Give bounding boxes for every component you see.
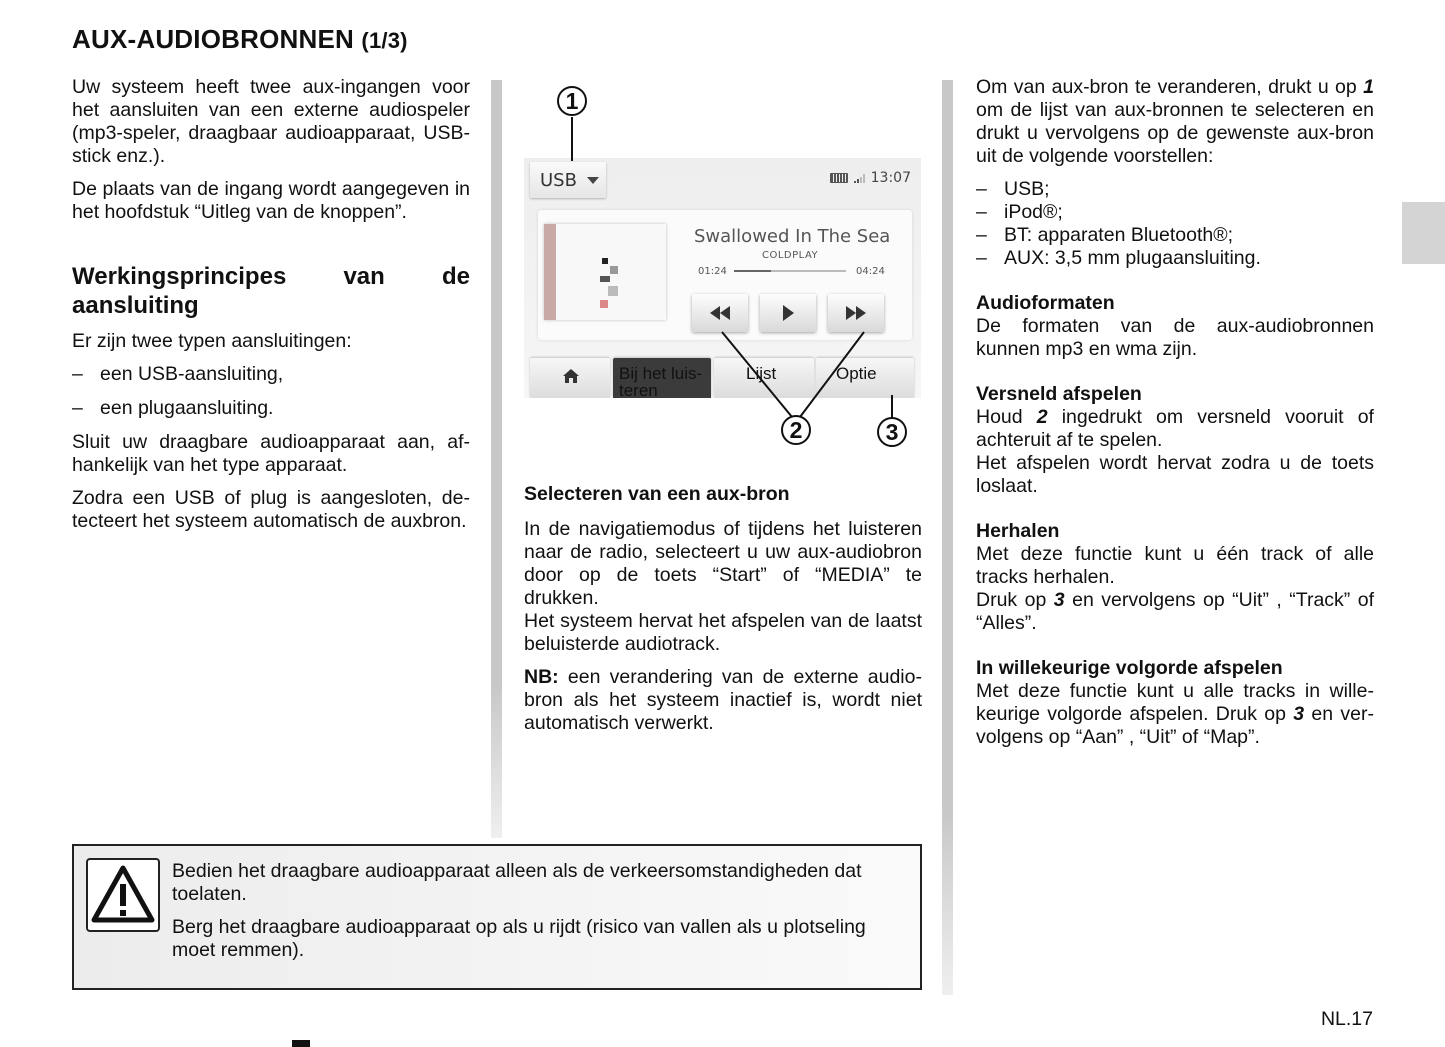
clock: 13:07 — [870, 170, 911, 186]
warning-icon-frame — [86, 858, 160, 932]
column-3 — [976, 76, 1374, 749]
source-ipod: iPod®; — [1004, 201, 1063, 223]
warning-text — [172, 860, 908, 972]
callout-2: 2 — [781, 415, 811, 445]
formats-text: De formaten van de aux-audiobronnen kunnen mp3 en wma zijn. — [976, 315, 1374, 360]
repeat-text-b: en vervolgens op “Uit” , “Track” of “Alles”. — [976, 589, 1375, 634]
outro-paragraph-2: Zodra een USB of plug is aangesloten, detecteert het systeem automatisch de auxbron. — [72, 487, 470, 532]
shuffle-heading: In willekeurige volgorde afspelen — [976, 657, 1283, 679]
list-item: – AUX: 3,5 mm plugaansluiting. — [976, 247, 1261, 269]
type-plug: een plugaansluiting. — [100, 397, 274, 419]
warning-paragraph-1: Bedien het draagbare audioapparaat alleen als de verkeersomstandigheden dat toelaten. — [172, 860, 862, 905]
outro-paragraph-1: Sluit uw draagbare audioapparaat aan, afhankelijk van het type apparaat. — [72, 431, 470, 476]
source-aux: AUX: 3,5 mm plugaansluiting. — [1004, 247, 1261, 269]
crop-mark — [292, 1040, 310, 1047]
resume-paragraph: Het systeem hervat het afspelen van de laatst beluisterde audiotrack. — [524, 610, 922, 655]
nb-label: NB: — [524, 666, 559, 688]
select-source-heading: Selecteren van een aux-bron — [524, 483, 790, 505]
shuffle-text-b: en vervolgens op “Aan” , “Uit” of “Map”. — [976, 703, 1374, 748]
repeat-text-a: Druk op — [976, 589, 1054, 611]
shuffle-text-a: Met deze functie kunt u alle tracks in willekeurige volgorde afspelen. Druk op — [976, 680, 1374, 725]
page-number: NL.17 — [1320, 1008, 1373, 1030]
intro-paragraph-1: Uw systeem heeft twee aux-ingangen voor het aansluiten van een externe audiospeler (mp3-speler, draagbaar audioapparaat, USB-stick enz.). — [72, 76, 470, 167]
list-item: – iPod®; — [976, 201, 1063, 223]
fast-play-text — [976, 406, 1374, 452]
column-2 — [524, 483, 922, 745]
tab-now-playing[interactable]: Bij het luis-teren — [613, 358, 711, 398]
fast-play-heading: Versneld afspelen — [976, 383, 1142, 405]
source-bt: BT: apparaten Bluetooth®; — [1004, 224, 1234, 246]
formats-heading: Audioformaten — [976, 292, 1115, 314]
fast-play-text-b: ingedrukt om versneld vooruit of achteruit af te spelen. — [976, 406, 1374, 451]
time-current: 01:24 — [698, 266, 727, 277]
nb-paragraph — [524, 666, 922, 735]
change-source-text-b: om de lijst van aux-bronnen te selecteren en drukt u vervolgens op de gewenste aux-bron uit de volgende voorstellen: — [976, 99, 1374, 167]
page-title-suffix: (1/3) — [361, 28, 408, 53]
warning-triangle-icon — [88, 860, 158, 930]
intro-paragraph-2: De plaats van de ingang wordt aangegeven in het hoofdstuk “Uitleg van de knoppen”. — [72, 178, 470, 223]
time-total: 04:24 — [856, 266, 885, 277]
callout-1: 1 — [557, 86, 587, 116]
change-source-paragraph — [976, 76, 1374, 168]
ref-2: 2 — [1036, 406, 1048, 428]
callout-3: 3 — [877, 417, 907, 447]
repeat-heading: Herhalen — [976, 520, 1060, 542]
list-item: – een USB-aansluiting, — [72, 363, 284, 385]
tab-list[interactable]: Lijst — [714, 358, 814, 398]
song-title: Swallowed In The Sea — [694, 226, 891, 247]
tab-option[interactable]: Optie — [816, 358, 914, 398]
artist-name: COLDPLAY — [762, 250, 819, 261]
source-label: USB — [540, 169, 577, 191]
ref-3: 3 — [1053, 589, 1065, 611]
ref-3-shuffle: 3 — [1293, 703, 1305, 725]
repeat-text: Met deze functie kunt u één track of alle tracks herhalen. — [976, 543, 1374, 588]
type-usb: een USB-aansluiting, — [100, 363, 284, 385]
section-title-connection: Werkingsprincipes van de aansluiting — [72, 263, 470, 319]
fast-play-text-a: Houd — [976, 406, 1037, 428]
change-source-text-a: Om van aux-bron te veranderen, drukt u op — [976, 76, 1364, 98]
list-item: – BT: apparaten Bluetooth®; — [976, 224, 1234, 246]
types-intro: Er zijn twee typen aansluitingen: — [72, 330, 352, 352]
ref-1: 1 — [1363, 76, 1374, 98]
shuffle-text — [976, 680, 1374, 749]
page-title-main: AUX-AUDIOBRONNEN — [72, 24, 354, 54]
warning-box — [72, 844, 922, 990]
list-item: – USB; — [976, 178, 1050, 200]
fast-play-resume: Het afspelen wordt hervat zodra u de toets loslaat. — [976, 452, 1374, 497]
list-item: – een plugaansluiting. — [72, 397, 274, 419]
warning-paragraph-2: Berg het draagbare audioapparaat op als u rijdt (risico van vallen als u plotseling moet remmen). — [172, 916, 866, 961]
select-source-paragraph: In de navigatiemodus of tijdens het luisteren naar de radio, selecteert u uw aux-audiobron door op de toets “Start” of “MEDIA” te drukken. — [524, 518, 922, 609]
repeat-instruction — [976, 589, 1374, 635]
source-usb: USB; — [1004, 178, 1050, 200]
nb-text: een verandering van de externe audiobron als het systeem inactief is, wordt niet automatisch verwerkt. — [524, 666, 922, 734]
